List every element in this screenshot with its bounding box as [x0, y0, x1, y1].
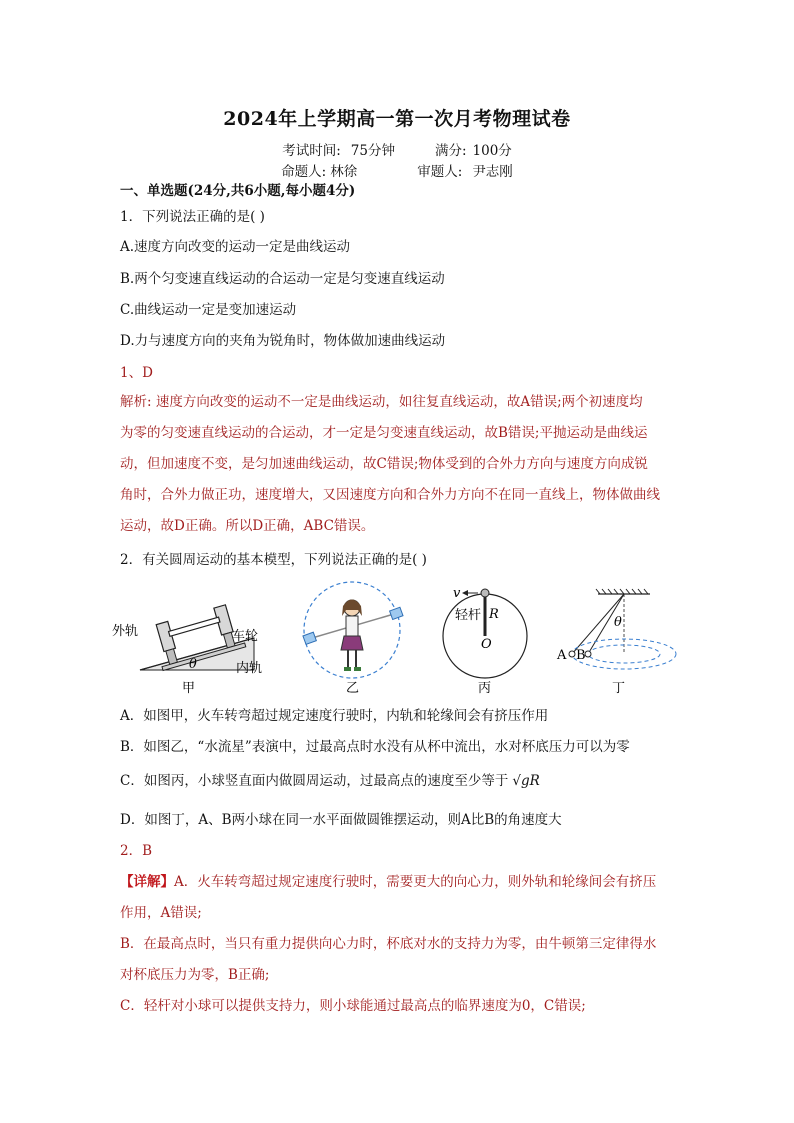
label-wheel: 车轮 — [232, 629, 259, 644]
q2-answer: 2．B — [120, 843, 153, 859]
q2-option-d: D．如图丁，A、B两小球在同一水平面做圆锥摆运动，则A比B的角速度大 — [120, 812, 562, 828]
q2-option-a: A．如图甲，火车转弯超过规定速度行驶时，内轨和轮缘间会有挤压作用 — [120, 708, 549, 724]
q2-option-b: B．如图乙，“水流星”表演中，过最高点时水没有从杯中流出，水对杯底压力可以为零 — [120, 739, 630, 755]
figure-yi — [303, 582, 403, 696]
q1-analysis-line: 运动，故D正确。所以D正确，ABC错误。 — [120, 518, 375, 534]
figure-ding — [556, 589, 676, 696]
performer-right-shoe — [354, 667, 361, 671]
author-value: 林徐 — [330, 164, 358, 180]
q2-detail-line: 对杯底压力为零，B正确; — [120, 967, 270, 983]
exam-info-line — [0, 139, 794, 159]
q2-detail-line: B．在最高点时，当只有重力提供向心力时，杯底对水的支持力为零，由牛顿第三定律得水 — [120, 936, 657, 952]
author-label: 命题人: — [281, 164, 327, 180]
reviewer-label: 审题人: — [417, 164, 463, 180]
q2-option-c: C．如图丙，小球竖直面内做圆周运动，过最高点的速度至少等于 — [120, 773, 509, 789]
q1-analysis — [120, 387, 680, 542]
ball-b — [585, 651, 591, 657]
label-a: A — [557, 648, 567, 663]
label-inner-rail: 内轨 — [236, 661, 263, 676]
full-score-value: 100分 — [472, 143, 512, 159]
section-heading: 一、单选题(24分,共6小题,每小题4分) — [120, 183, 356, 199]
exam-time-value: 75分钟 — [350, 143, 395, 159]
caption-yi: 乙 — [346, 681, 360, 696]
q2-detail — [120, 867, 680, 1022]
caption-jia: 甲 — [182, 681, 196, 696]
performer-shirt — [346, 616, 358, 636]
full-score-label: 满分: — [434, 143, 467, 159]
right-cup — [390, 607, 403, 619]
caption-bing: 丙 — [478, 681, 492, 696]
q2-detail-text: A．火车转弯超过规定速度行驶时，需要更大的向心力，则外轨和轮缘间会有挤压 — [174, 874, 657, 890]
q1-option-a: A.速度方向改变的运动一定是曲线运动 — [120, 239, 351, 255]
label-light-rod: 轻杆 — [455, 608, 482, 623]
outer-wheel — [156, 621, 175, 651]
label-outer-rail: 外轨 — [112, 624, 139, 639]
q1-option-c: C.曲线运动一定是变加速运动 — [120, 302, 297, 318]
q2-option-c-line — [120, 771, 680, 791]
formula-sqrt-gr: √gR — [512, 773, 540, 789]
label-v: v — [453, 586, 461, 601]
ball-a — [569, 651, 575, 657]
performer-left-shoe — [344, 667, 351, 671]
q1-analysis-line: 为零的匀变速直线运动的合运动，才一定是匀变速直线运动，故B错误;平抛运动是曲线运 — [120, 425, 648, 441]
q1-analysis-line: 解析: 速度方向改变的运动不一定是曲线运动，如往复直线运动，故A错误;两个初速度均 — [120, 394, 643, 410]
axle — [169, 617, 220, 636]
ceiling-hatch — [596, 589, 648, 594]
q1-option-d: D.力与速度方向的夹角为锐角时，物体做加速曲线运动 — [120, 333, 446, 349]
figure-jia — [112, 603, 262, 696]
ball — [481, 589, 489, 597]
q2-detail-line: 作用，A错误; — [120, 905, 202, 921]
exam-time-label: 考试时间: — [282, 143, 341, 159]
q2-detail-line: C．轻杆对小球可以提供支持力，则小球能通过最高点的临界速度为0，C错误; — [120, 998, 586, 1014]
q1-analysis-line: 角时，合外力做正功，速度增大，又因速度方向和合外力方向不在同一直线上，物体做曲线 — [120, 487, 660, 503]
q1-answer: 1、D — [120, 365, 153, 381]
q1-option-b: B.两个匀变速直线运动的合运动一定是匀变速直线运动 — [120, 271, 445, 287]
q2-stem: 2．有关圆周运动的基本模型，下列说法正确的是( ) — [120, 552, 427, 568]
q2-figures — [112, 580, 692, 700]
caption-ding: 丁 — [612, 681, 626, 696]
label-center-o: O — [481, 637, 492, 652]
q1-analysis-line: 动，但加速度不变，是匀加速曲线运动，故C错误;物体受到的合外力方向与速度方向成锐 — [120, 456, 648, 472]
label-angle-theta: θ — [189, 657, 197, 672]
label-radius-r: R — [489, 607, 499, 622]
reviewer-value: 尹志刚 — [472, 164, 513, 180]
left-cup — [303, 632, 316, 644]
q2-detail-line — [120, 867, 680, 898]
q1-stem: 1．下列说法正确的是( ) — [120, 209, 265, 225]
figure-bing — [443, 586, 527, 696]
exam-title: 2024年上学期高一第一次月考物理试卷 — [223, 108, 571, 130]
detail-label: 【详解】 — [120, 874, 174, 890]
label-b: B — [576, 648, 586, 663]
performer-skirt — [341, 636, 363, 650]
velocity-arrowhead — [462, 590, 468, 596]
label-theta: θ — [614, 615, 622, 630]
author-info-line — [0, 160, 794, 180]
